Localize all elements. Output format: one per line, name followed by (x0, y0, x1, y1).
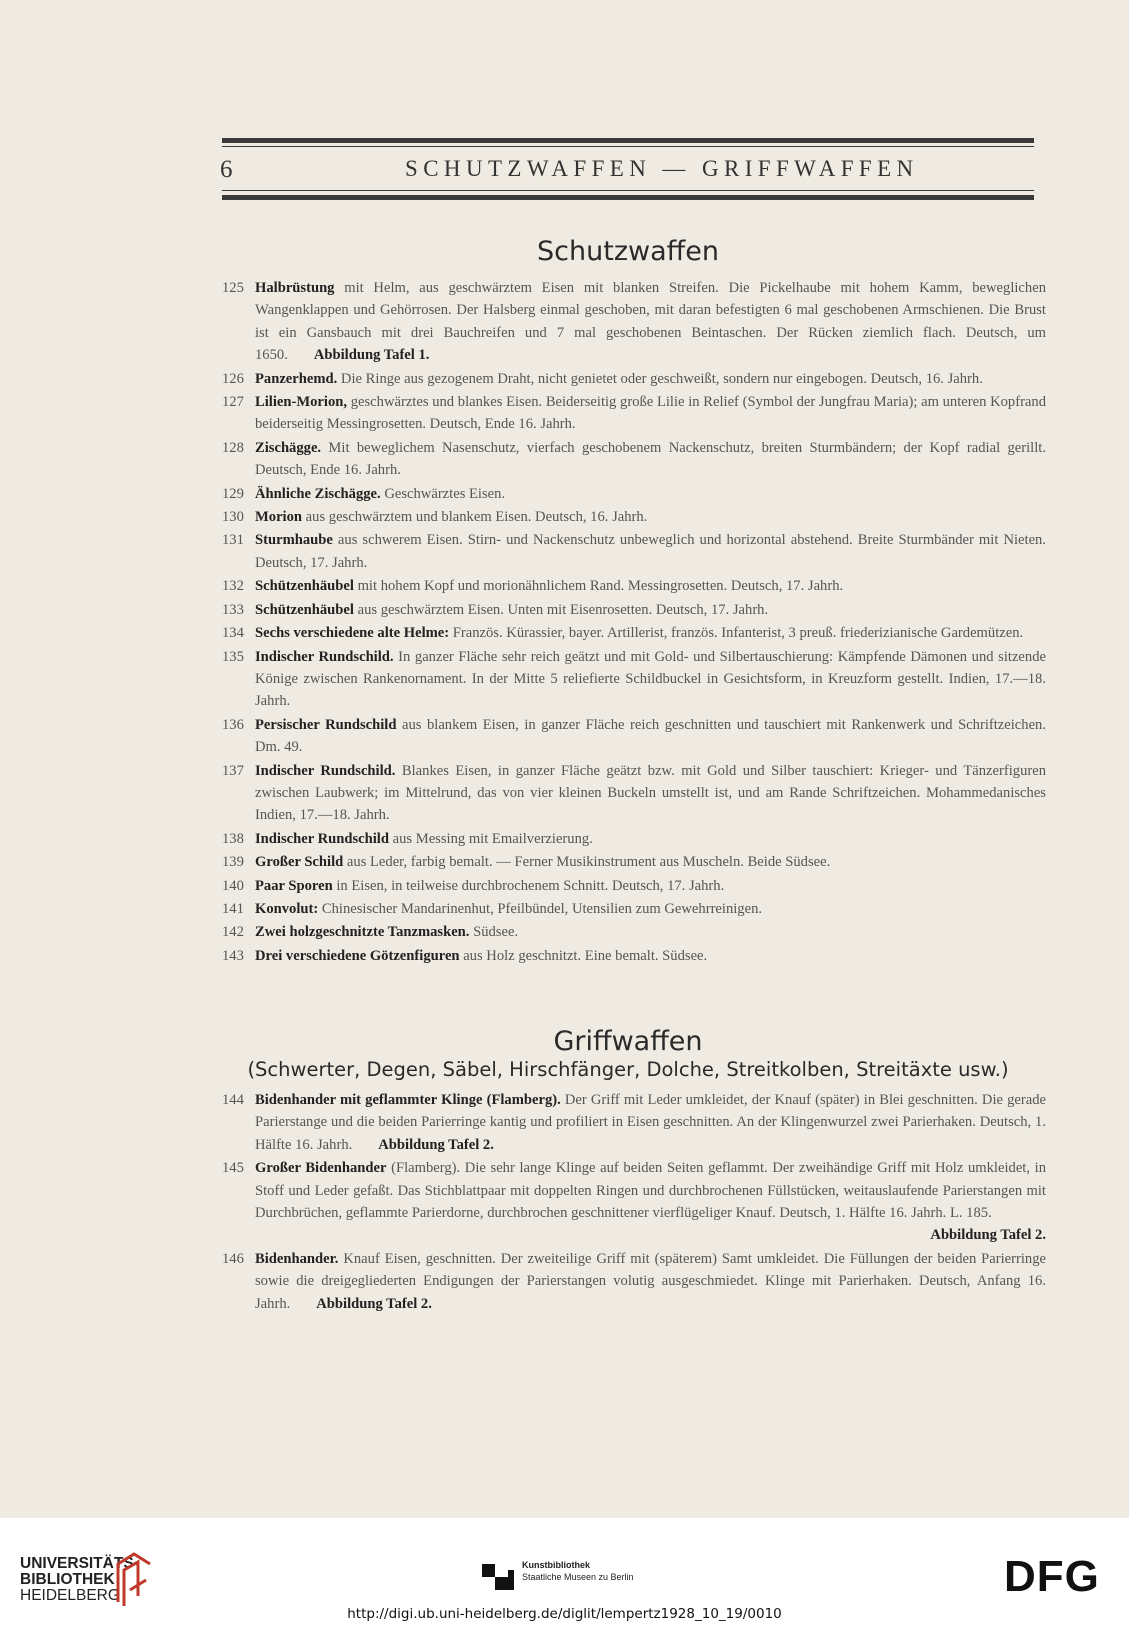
catalog-entry (222, 1157, 1046, 1247)
entry-description: Der Griff mit Leder umkleidet, der Knauf (später) in Blei geschnitten. Die gerade Parierstange und die beiden Parierringe kantig und profiliert in Eisen geschnitten. An der Klingenwurzel zwei Parierhaken. Deutsch, 1. Hälfte 16. Jahrh. (255, 1092, 1046, 1153)
entry-description: Mit beweglichem Nasenschutz, vierfach geschobenem Nackenschutz, breiten Sturmbändern; der Kopf radial gerillt. Deutsch, Ende 16. Jahrh. (255, 439, 1046, 479)
entry-title: Bidenhander mit geflammter Klinge (Flamberg). (255, 1092, 561, 1108)
entry-title: Ähnliche Zischägge. (255, 485, 381, 502)
entry-number: 144 (222, 1092, 244, 1108)
header-rule-bottom (222, 195, 1034, 200)
entry-number: 134 (222, 625, 244, 642)
entry-description: mit Helm, aus geschwärztem Eisen mit blanken Streifen. Die Pickelhaube mit hohem Kamm, beweglichen Wangenklappen und Gehörrosen. Der Halsberg einmal geschoben, mit daran befestigten 6 mal geschobenen Armschienen. Die Brust ist ein Gansbauch mit drei Bauchreifen und 7 mal geschobenen Beintaschen. Der Rücken ziemlich flach. Deutsch, um 1650. (255, 280, 1046, 364)
entry-description: geschwärztes und blankes Eisen. Beiderseitig große Lilie in Relief (Symbol der Jungfrau Maria); am unteren Kopfrand beiderseitig Messingrosetten. Deutsch, Ende 16. Jahrh. (255, 394, 1046, 433)
entry-description: In ganzer Fläche sehr reich geätzt und mit Gold- und Silbertauschierung: Kämpfende Dämonen und sitzende Könige zwischen Rankenornament. In der Mitte 5 reliefierte Schildbuckel in Gesichtsform, in Kreuzform gestellt. Indien, 17.—18. Jahrh. (255, 648, 1046, 710)
dfg-logo[interactable]: DFG (1004, 1552, 1100, 1601)
entry-number: 142 (222, 924, 244, 941)
entry-description: aus schwerem Eisen. Stirn- und Nackenschutz unbeweglich und horizontal abstehend. Breite Sturmbänder mit Nieten. Deutsch, 17. Jahrh. (255, 532, 1046, 571)
entry-number: 136 (222, 716, 244, 733)
catalog-entry (222, 1248, 1046, 1315)
entry-number: 145 (222, 1160, 244, 1177)
entry-title: Halbrüstung (255, 280, 335, 296)
entry-title: Sturmhaube (255, 532, 333, 549)
entry-number: 141 (222, 900, 244, 917)
entry-description: mit hohem Kopf und morionähnlichem Rand. Messingrosetten. Deutsch, 17. Jahrh. (353, 578, 844, 595)
catalog-entry (222, 851, 1046, 873)
entry-title: Schützenhäubel (255, 601, 354, 618)
entry-title: Lilien-Morion, (255, 394, 348, 411)
entry-title: Indischer Rundschild. (255, 648, 394, 665)
entry-number: 126 (222, 370, 244, 387)
entry-title: Indischer Rundschild (255, 830, 389, 847)
entry-description: Französ. Kürassier, bayer. Artillerist, französ. Infanterist, 3 preuß. friederizianische Gardemützen. (449, 625, 1024, 642)
entry-description: aus geschwärztem Eisen. Unten mit Eisenrosetten. Deutsch, 17. Jahrh. (353, 601, 769, 618)
catalog-entry (222, 760, 1046, 827)
entry-number: 128 (222, 439, 244, 456)
entry-description: aus Messing mit Emailverzierung. (388, 830, 593, 847)
entry-title: Schützenhäubel (255, 578, 354, 595)
entry-title: Panzerhemd. (255, 370, 338, 387)
entry-number: 140 (222, 877, 244, 894)
ub-heidelberg-emblem-icon (112, 1550, 154, 1608)
entry-title: Bidenhander. (255, 1250, 339, 1267)
entry-description: in Eisen, in teilweise durchbrochenem Schnitt. Deutsch, 17. Jahrh. (332, 877, 725, 894)
entry-description: Chinesischer Mandarinenhut, Pfeilbündel, Utensilien zum Gewehrreinigen. (318, 900, 763, 917)
entry-number: 135 (222, 648, 244, 665)
catalog-entry (222, 646, 1046, 713)
entry-description: aus blankem Eisen, in ganzer Fläche reich geschnitten und tauschiert mit Rankenwerk und Schriftzeichen. Dm. 49. (255, 716, 1046, 756)
schutzwaffen-entry-list (222, 277, 1046, 968)
entry-title: Sechs verschiedene alte Helme: (255, 625, 450, 642)
entry-number: 133 (222, 601, 244, 618)
catalog-entry (222, 529, 1046, 574)
entry-description: (Flamberg). Die sehr lange Klinge auf beiden Seiten geflammt. Der zweihändige Griff mit Holz umkleidet, in Stoff und Leder gefaßt. Das Stichblattpaar mit doppelten Ringen und durchbrochenen Füllstücken, weitauslaufende Parierstangen mit Durchbrüchen, geflammte Parierdorne, durchbrochen geschnittener vierflügeliger Knauf. Deutsch, 1. Hälfte 16. Jahrh. L. 185. (255, 1160, 1047, 1222)
running-header: SCHUTZWAFFEN — GRIFFWAFFEN (405, 156, 919, 181)
entry-number: 129 (222, 485, 244, 502)
library-name-line: UNIVERSITÄTS- (20, 1555, 139, 1572)
entry-description: aus Leder, farbig bemalt. — Ferner Musikinstrument aus Muscheln. Beide Südsee. (343, 854, 831, 871)
entry-description: aus geschwärztem und blankem Eisen. Deutsch, 16. Jahrh. (302, 509, 648, 526)
source-url-link[interactable]: http://digi.ub.uni-heidelberg.de/diglit/lempertz1928_10_19/0010 (347, 1606, 782, 1622)
catalog-entry (222, 391, 1046, 436)
catalog-entry (222, 898, 1046, 920)
entry-title: Großer Schild (255, 854, 344, 871)
section-title-griffwaffen: Griffwaffen (553, 1026, 703, 1057)
header-rule-bottom-thin (222, 190, 1034, 191)
section-title-schutzwaffen: Schutzwaffen (537, 236, 719, 267)
section-subtitle-griffwaffen: (Schwerter, Degen, Säbel, Hirschfänger, Dolche, Streitkolben, Streitäxte usw.) (247, 1058, 1009, 1081)
plate-reference: Abbildung Tafel 2. (930, 1227, 1046, 1244)
kunstbibliothek-name: Kunstbibliothek (522, 1560, 590, 1570)
plate-reference: Abbildung Tafel 1. (313, 347, 430, 364)
entry-number: 138 (222, 830, 244, 847)
library-name-line: HEIDELBERG (20, 1587, 120, 1604)
entry-title: Zwei holzgeschnitzte Tanzmasken. (255, 924, 470, 941)
kunstbibliothek-subtitle: Staatliche Museen zu Berlin (522, 1572, 634, 1582)
footer-bar (0, 1518, 1129, 1628)
entry-description: aus Holz geschnitzt. Eine bemalt. Südsee. (459, 947, 708, 964)
catalog-entry (222, 599, 1046, 621)
griffwaffen-entry-list (222, 1089, 1046, 1316)
entry-title: Paar Sporen (255, 877, 333, 894)
entry-number: 143 (222, 947, 244, 964)
plate-reference: Abbildung Tafel 2. (378, 1136, 494, 1153)
library-name-line: BIBLIOTHEK (20, 1571, 115, 1588)
entry-title: Konvolut: (255, 900, 319, 917)
entry-number: 132 (222, 578, 244, 595)
catalog-entry (222, 575, 1046, 597)
catalog-entry (222, 483, 1046, 505)
catalog-entry (222, 921, 1046, 943)
entry-description: Geschwärztes Eisen. (380, 485, 506, 502)
entry-title: Persischer Rundschild (255, 716, 397, 733)
entry-description: Knauf Eisen, geschnitten. Der zweiteilige Griff mit (späterem) Samt umkleidet. Die Füllungen der beiden Parierringe sowie die dreigegliederten Endigungen der Parierstangen volutig ausgeschmiedet. Klinge mit Parierhaken. Deutsch, Anfang 16. Jahrh. (255, 1250, 1046, 1312)
header-rule-top-thin (222, 146, 1034, 147)
catalog-entry (222, 875, 1046, 897)
catalog-entry (222, 368, 1046, 390)
entry-title: Morion (255, 509, 303, 526)
entry-description: Südsee. (469, 924, 519, 941)
catalog-entry (222, 506, 1046, 528)
entry-title: Drei verschiedene Götzenfiguren (255, 947, 460, 964)
catalog-entry (222, 277, 1046, 367)
header-rule-top (222, 138, 1034, 143)
catalog-entry (222, 622, 1046, 644)
entry-title: Zischägge. (255, 439, 322, 456)
entry-description: Die Ringe aus gezogenem Draht, nicht genietet oder geschweißt, sondern nur eingebogen. Deutsch, 16. Jahrh. (337, 370, 983, 387)
entry-description: Blankes Eisen, in ganzer Fläche geätzt bzw. mit Gold und Silber tauschiert: Krieger- und Tänzerfiguren zwischen Laubwerk; im Mittelrund, das von vier kleinen Buckeln umstellt ist, und am Rande Schriftzeichen. Mohammedanisches Indien, 17.—18. Jahrh. (255, 762, 1047, 824)
entry-title: Großer Bidenhander (255, 1160, 387, 1177)
entry-number: 130 (222, 509, 244, 526)
entry-number: 137 (222, 762, 244, 779)
catalog-entry (222, 945, 1046, 967)
entry-number: 125 (222, 280, 244, 296)
entry-number: 146 (222, 1250, 244, 1267)
plate-reference: Abbildung Tafel 2. (316, 1295, 432, 1312)
entry-number: 139 (222, 854, 244, 871)
catalog-entry (222, 1089, 1046, 1156)
catalog-entry (222, 828, 1046, 850)
page-number: 6 (220, 156, 233, 183)
entry-number: 131 (222, 532, 244, 549)
entry-title: Indischer Rundschild. (255, 762, 396, 779)
catalog-entry (222, 437, 1046, 482)
kunstbibliothek-logo-icon (482, 1564, 514, 1592)
entry-number: 127 (222, 394, 244, 411)
catalog-entry (222, 714, 1046, 759)
